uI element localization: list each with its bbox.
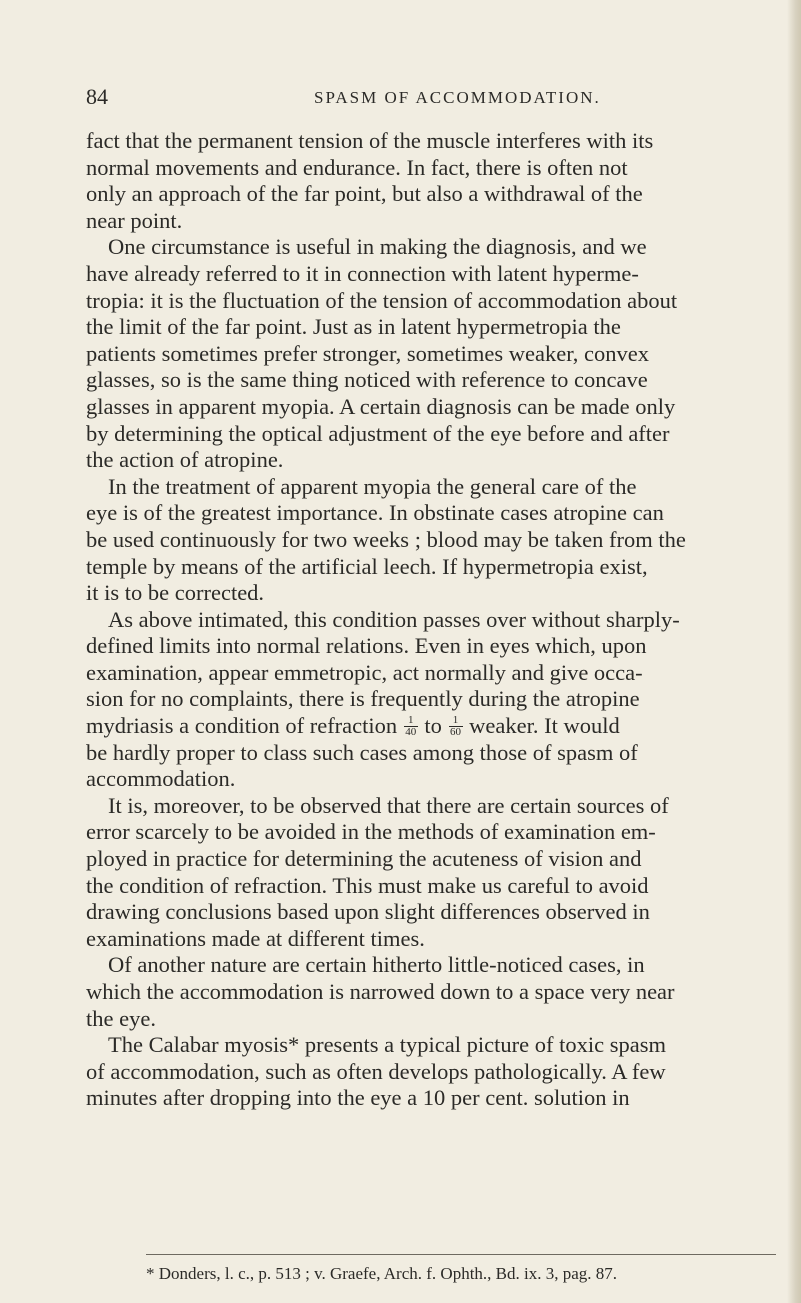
text-line: fact that the permanent tension of the muscle interferes with its (86, 128, 654, 153)
text-line: eye is of the greatest importance. In obstinate cases atropine can (86, 500, 664, 526)
text-line: it is to be corrected. (86, 580, 265, 606)
fraction-numerator: 1 (452, 714, 459, 727)
footnote-divider (146, 1254, 776, 1255)
text-line: normal movements and endurance. In fact, there is often not (86, 154, 628, 180)
text-line: be hardly proper to class such cases among those of spasm of (86, 739, 638, 765)
text-line: examination, appear emmetropic, act normally and give occa- (86, 659, 643, 685)
text-line: minutes after dropping into the eye a 10 per cent. solution in (86, 1085, 630, 1111)
text-line: near point. (86, 207, 183, 233)
fraction-denominator: 40 (405, 726, 417, 739)
text-line: glasses, so is the same thing noticed with reference to concave (86, 367, 648, 393)
text-line-with-fractions (86, 713, 786, 740)
text-line: sion for no complaints, there is frequently during the atropine (86, 686, 640, 712)
footnote: * Donders, l. c., p. 513 ; v. Graefe, Arch. f. Ophth., Bd. ix. 3, pag. 87. (146, 1264, 618, 1283)
text-line: the action of atropine. (86, 447, 284, 473)
body-text (86, 128, 786, 1112)
text-line: be used continuously for two weeks ; blood may be taken from the (86, 526, 686, 552)
running-head (86, 84, 772, 114)
text-line: tropia: it is the fluctuation of the tension of accommodation about (86, 287, 678, 313)
text-segment: to (424, 713, 442, 739)
page-number: 84 (86, 84, 108, 109)
text-line: the condition of refraction. This must make us careful to avoid (86, 872, 649, 898)
page-edge-shadow (787, 0, 801, 1303)
text-line: One circumstance is useful in making the diagnosis, and we (108, 234, 647, 260)
text-line: drawing conclusions based upon slight differences observed in (86, 899, 650, 925)
text-line: Of another nature are certain hitherto little-noticed cases, in (108, 952, 645, 978)
fraction-one-fortieth (403, 714, 419, 739)
text-line: As above intimated, this condition passes over without sharply- (108, 606, 680, 632)
text-line: by determining the optical adjustment of the eye before and after (86, 420, 670, 446)
text-line: temple by means of the artificial leech. If hypermetropia exist, (86, 553, 648, 579)
text-segment: mydriasis a condition of refraction (86, 713, 398, 739)
text-line: of accommodation, such as often develops pathologically. A few (86, 1058, 666, 1084)
text-line: ployed in practice for determining the acuteness of vision and (86, 846, 642, 872)
text-line: It is, moreover, to be observed that there are certain sources of (108, 792, 669, 818)
fraction-numerator: 1 (408, 714, 414, 727)
text-line: which the accommodation is narrowed down to a space very near (86, 979, 675, 1004)
text-line: the limit of the far point. Just as in latent hypermetropia the (86, 314, 621, 340)
page-title: SPASM OF ACCOMMODATION. (314, 88, 601, 107)
fraction-denominator: 60 (450, 726, 462, 739)
text-line: defined limits into normal relations. Even in eyes which, upon (86, 633, 647, 659)
text-line: patients sometimes prefer stronger, sometimes weaker, convex (86, 340, 650, 366)
text-line: the eye. (86, 1005, 156, 1031)
text-line: have already referred to it in connection with latent hyperme- (86, 260, 639, 286)
fraction-one-sixtieth (448, 714, 464, 739)
text-segment: weaker. It would (469, 713, 620, 739)
text-line: examinations made at different times. (86, 925, 425, 951)
text-line: glasses in apparent myopia. A certain diagnosis can be made only (86, 393, 676, 419)
text-line: accommodation. (86, 766, 236, 792)
text-line: only an approach of the far point, but also a withdrawal of the (86, 181, 643, 207)
text-line: error scarcely to be avoided in the methods of examination em- (86, 819, 656, 845)
text-line: In the treatment of apparent myopia the general care of the (108, 473, 637, 499)
text-line: The Calabar myosis* presents a typical picture of toxic spasm (108, 1032, 666, 1058)
